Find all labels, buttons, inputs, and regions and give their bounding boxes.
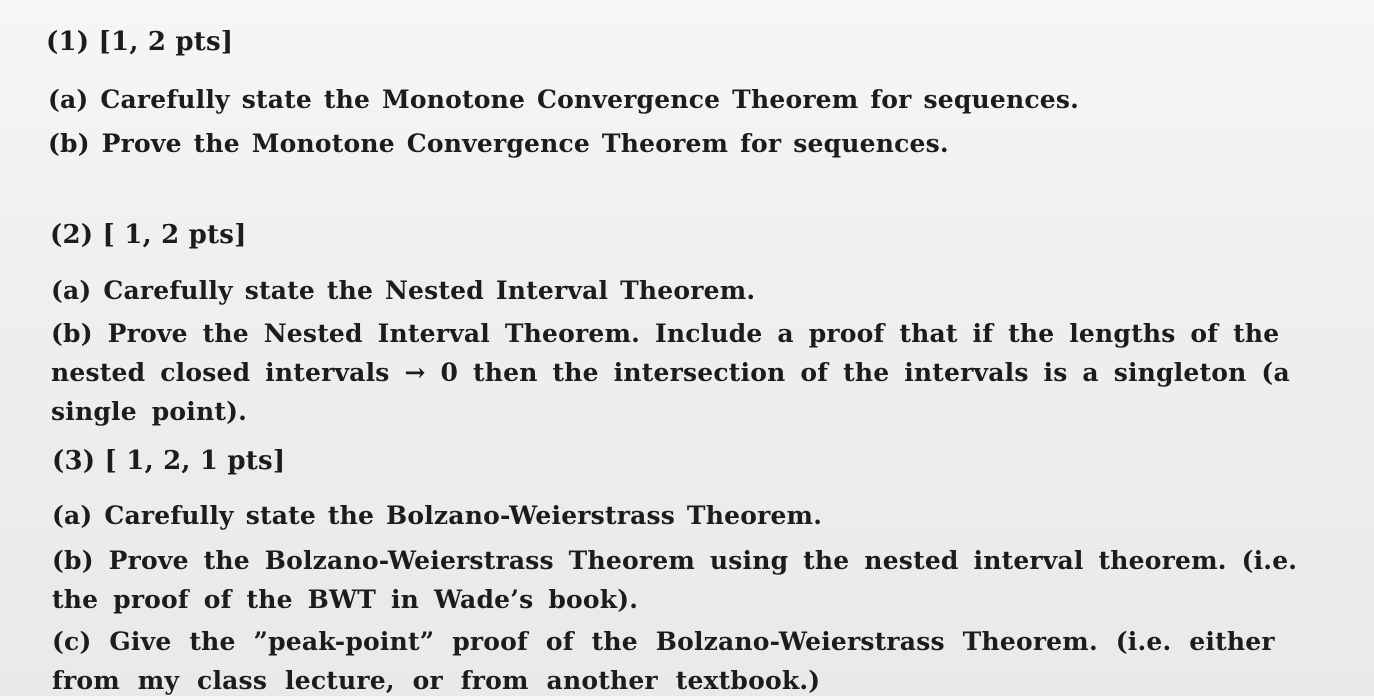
question-3-heading: (3) [ 1, 2, 1 pts]	[52, 446, 286, 476]
question-2-part-b: (b) Prove the Nested Interval Theorem. Include a proof that if the lengths of the nested closed intervals → 0 then the intersection of the intervals is a singleton (a single point).	[51, 319, 1290, 426]
question-2-part-a: (a) Carefully state the Nested Interval Theorem.	[51, 276, 756, 305]
question-3-part-a: (a) Carefully state the Bolzano-Weierstrass Theorem.	[52, 501, 823, 530]
question-1-part-b: (b) Prove the Monotone Convergence Theorem for sequences.	[48, 129, 949, 158]
question-1-heading: (1) [1, 2 pts]	[46, 27, 234, 57]
question-3-part-b: (b) Prove the Bolzano-Weierstrass Theorem using the nested interval theorem. (i.e. the proof of the BWT in Wade’s book).	[52, 546, 1298, 614]
question-1-part-a: (a) Carefully state the Monotone Convergence Theorem for sequences.	[48, 85, 1080, 114]
question-2-heading: (2) [ 1, 2 pts]	[50, 220, 247, 250]
question-3-part-c: (c) Give the ”peak-point” proof of the Bolzano-Weierstrass Theorem. (i.e. either from my class lecture, or from another textbook.)	[52, 627, 1275, 695]
